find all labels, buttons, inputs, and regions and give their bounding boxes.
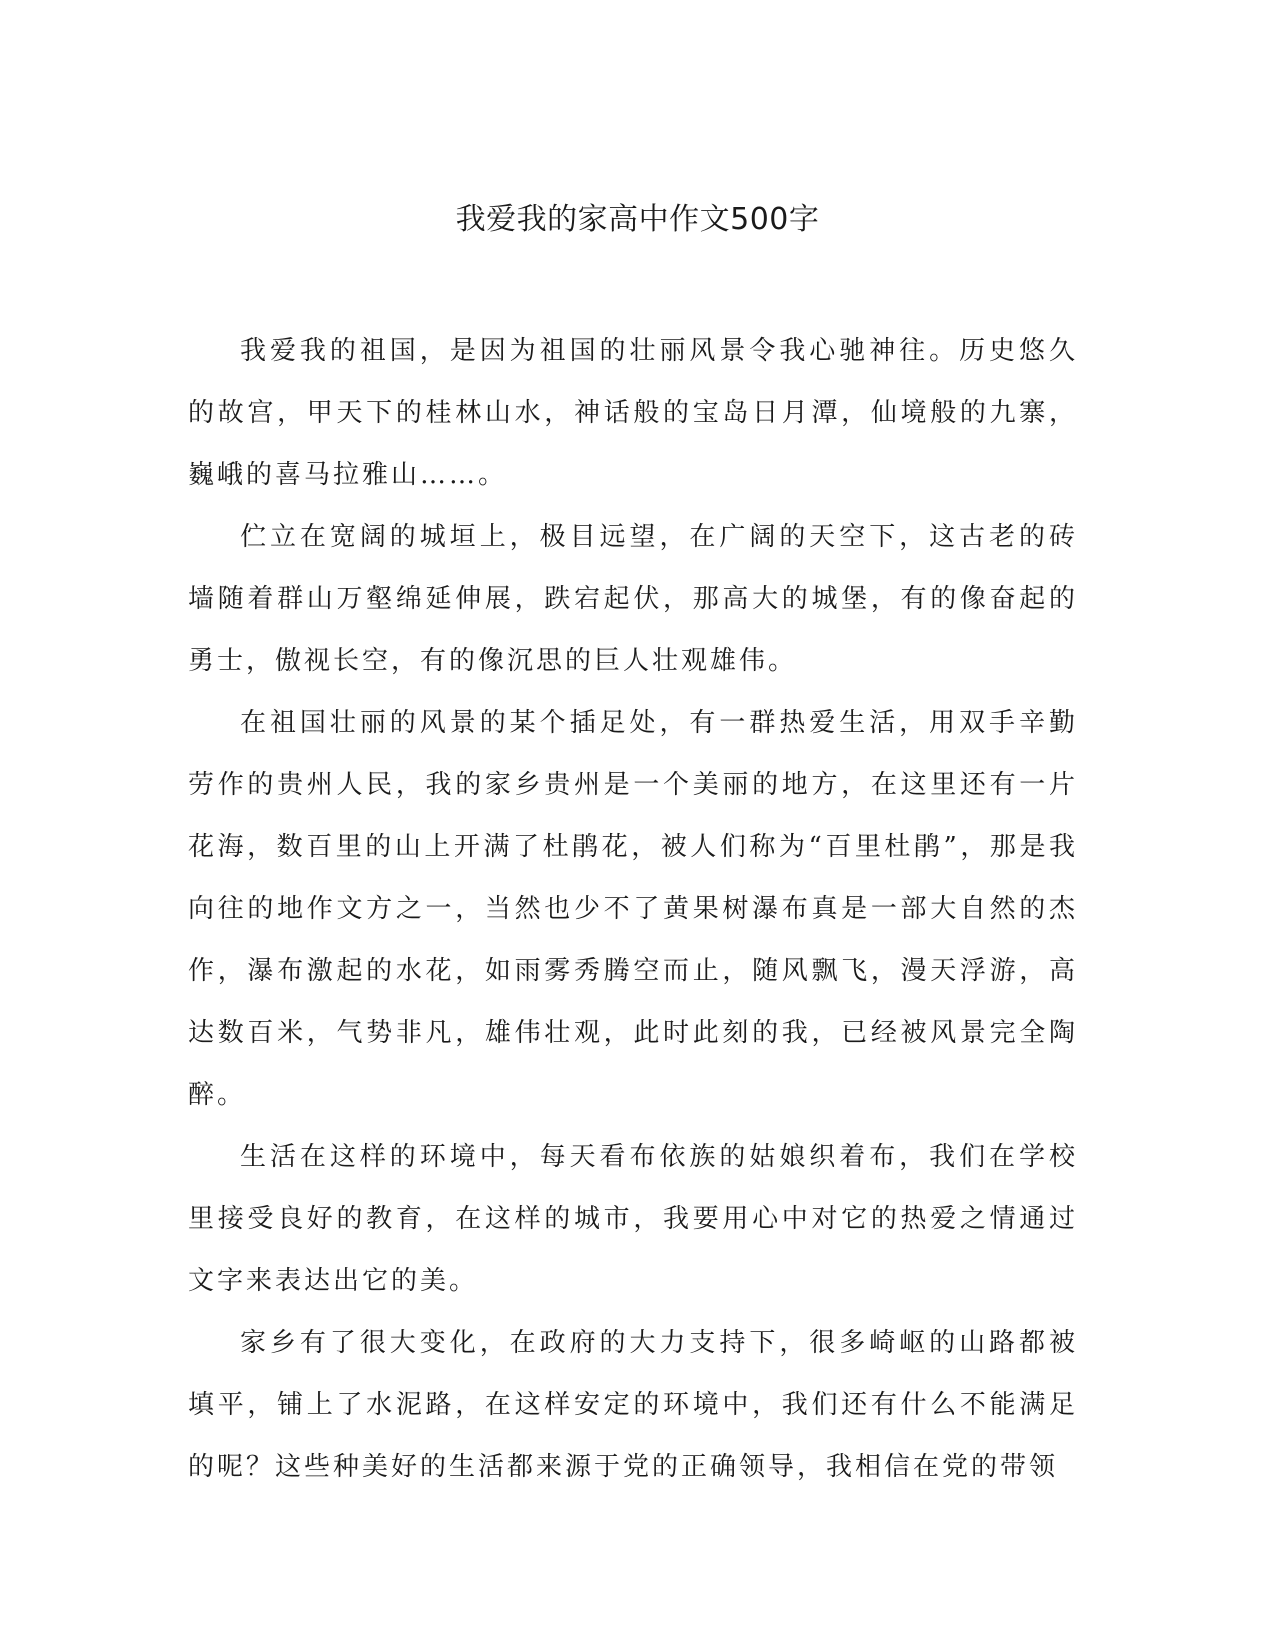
document-body xyxy=(188,320,1078,1498)
paragraph-5: 家乡有了很大变化，在政府的大力支持下，很多崎岖的山路都被填平，铺上了水泥路，在这样安定的环境中，我们还有什么不能满足的呢？这些种美好的生活都来源于党的正确领导，我相信在党的带领 xyxy=(188,1328,1078,1482)
paragraph-4: 生活在这样的环境中，每天看布依族的姑娘织着布，我们在学校里接受良好的教育，在这样的城市，我要用心中对它的热爱之情通过文字来表达出它的美。 xyxy=(188,1142,1078,1296)
paragraph-1: 我爱我的祖国，是因为祖国的壮丽风景令我心驰神往。历史悠久的故宫，甲天下的桂林山水，神话般的宝岛日月潭，仙境般的九寨，巍峨的喜马拉雅山……。 xyxy=(188,336,1078,490)
paragraph-2: 伫立在宽阔的城垣上，极目远望，在广阔的天空下，这古老的砖墙随着群山万壑绵延伸展，跌宕起伏，那高大的城堡，有的像奋起的勇士，傲视长空，有的像沉思的巨人壮观雄伟。 xyxy=(188,522,1078,676)
document-title: 我爱我的家高中作文500字 xyxy=(455,202,820,237)
paragraph-3: 在祖国壮丽的风景的某个插足处，有一群热爱生活，用双手辛勤劳作的贵州人民，我的家乡贵州是一个美丽的地方，在这里还有一片花海，数百里的山上开满了杜鹃花，被人们称为“百里杜鹃”，那是我向往的地作文方之一，当然也少不了黄果树瀑布真是一部大自然的杰作，瀑布激起的水花，如雨雾秀腾空而止，随风飘飞，漫天浮游，高达数百米，气势非凡，雄伟壮观，此时此刻的我，已经被风景完全陶醉。 xyxy=(188,708,1078,1110)
